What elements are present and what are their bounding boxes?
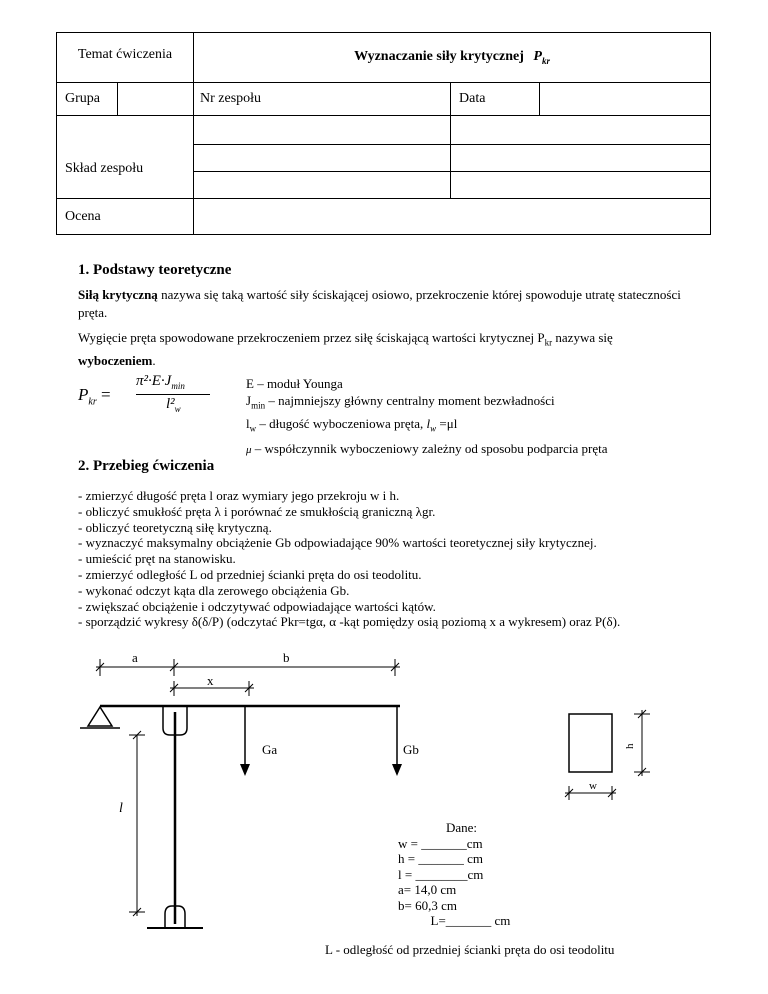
legend-l-extra-sub: w bbox=[430, 423, 437, 434]
label-x: x bbox=[207, 673, 214, 688]
page-title: Wyznaczanie siły krytycznej bbox=[354, 49, 524, 65]
label-w: w bbox=[589, 780, 597, 792]
legend-l-text: – długość wyboczeniowa pręta, bbox=[256, 415, 427, 431]
buckling-text: Wygięcie pręta spowodowane przekroczeniem przez siłę ściskającą wartości krytycznej P bbox=[78, 330, 545, 345]
given-heading: Dane: bbox=[446, 820, 478, 835]
list-item: - zmierzyć długość pręta l oraz wymiary jego przekroju w i h. bbox=[78, 488, 400, 503]
definition-bold: Siłą krytyczną bbox=[78, 287, 158, 302]
given-b: b= 60,3 cm bbox=[398, 897, 457, 913]
list-item: - obliczyć smukłość pręta λ i porównać ze smukłością graniczną λgr. bbox=[78, 503, 436, 519]
arrowhead-gb bbox=[392, 764, 402, 776]
buckling-rest: nazywa się bbox=[552, 330, 613, 345]
legend-l-sub: w bbox=[249, 423, 257, 434]
formula-lhs: P bbox=[78, 385, 89, 404]
title-symbol-sub: kr bbox=[541, 55, 550, 66]
buckling-bold: wyboczeniem bbox=[78, 352, 153, 368]
legend-l-sym: l bbox=[246, 415, 250, 431]
given-data bbox=[398, 820, 510, 929]
legend-mu-sym: μ bbox=[246, 444, 252, 457]
formula-lhs-sub: kr bbox=[88, 396, 97, 408]
formula-eq: = bbox=[100, 385, 111, 404]
formula-numerator: π²·E·J bbox=[136, 373, 172, 389]
list-item: - zmierzyć odległość L od przedniej ścianki pręta do osi teodolitu. bbox=[78, 566, 422, 582]
footer-note: L - odległość od przedniej ścianki pręta do osi teodolitu bbox=[325, 942, 615, 957]
arrowhead-ga bbox=[240, 764, 250, 776]
legend-j-sym: J bbox=[246, 393, 252, 408]
team-no-label: Nr zespołu bbox=[200, 91, 262, 106]
formula-denominator: l² bbox=[166, 396, 175, 412]
legend-j-sub: min bbox=[251, 400, 266, 411]
group-label: Grupa bbox=[65, 91, 100, 106]
date-label: Data bbox=[459, 91, 486, 106]
grade-label: Ocena bbox=[65, 208, 101, 224]
formula-num-sub: min bbox=[171, 381, 185, 391]
list-item: - wykonać odczyt kąta dla zerowego obciążenia Gb. bbox=[78, 582, 350, 598]
list-item: - obliczyć teoretyczną siłę krytyczną. bbox=[78, 519, 272, 535]
label-a: a bbox=[132, 650, 138, 665]
formula-den-sub: w bbox=[174, 404, 181, 414]
topic-label: Temat ćwiczenia bbox=[77, 47, 173, 62]
section1-heading: 1. Podstawy teoretyczne bbox=[78, 262, 232, 278]
legend-l-extra-rest: =μl bbox=[436, 415, 458, 431]
list-item: - wyznaczyć maksymalny obciążenie Gb odpowiadające 90% wartości teoretycznej siły krytycznej. bbox=[78, 535, 597, 551]
team-label: Skład zespołu bbox=[65, 161, 144, 176]
buckling-sub: kr bbox=[544, 337, 553, 348]
legend-mu-text: – współczynnik wyboczeniowy zależny od sposobu podparcia pręta bbox=[251, 441, 608, 457]
label-gb: Gb bbox=[403, 742, 419, 757]
cross-section bbox=[569, 714, 612, 772]
legend-j-text: – najmniejszy główny centralny moment bezwładności bbox=[265, 393, 555, 408]
buckling-end: . bbox=[152, 352, 156, 368]
given-h: h = _______ cm bbox=[398, 851, 483, 866]
list-item: - zwiększać obciążenie i odczytywać odpowiadające wartości kątów. bbox=[78, 598, 436, 614]
given-w: w = _______cm bbox=[398, 835, 483, 851]
given-l: l = ________cm bbox=[398, 866, 484, 882]
label-l: l bbox=[119, 801, 123, 816]
pin-support bbox=[88, 707, 112, 726]
title-symbol: P bbox=[533, 49, 542, 65]
label-ga: Ga bbox=[262, 742, 278, 757]
list-item: - umieścić pręt na stanowisku. bbox=[78, 551, 236, 567]
section2-heading: 2. Przebieg ćwiczenia bbox=[78, 458, 215, 474]
legend-l-extra: l bbox=[426, 415, 431, 431]
label-h: h bbox=[624, 743, 636, 749]
given-a: a= 14,0 cm bbox=[398, 882, 457, 897]
given-L: L=_______ cm bbox=[398, 913, 511, 928]
label-b: b bbox=[283, 650, 290, 665]
legend-e: E – moduł Younga bbox=[246, 376, 343, 391]
definition-rest: nazywa się taką wartość siły ściskającej osiowo, przekroczenie której spowoduje utratę stateczności pręta. bbox=[78, 287, 681, 320]
list-item: - sporządzić wykresy δ(δ/P) (odczytać Pkr=tgα, α -kąt pomiędzy osią poziomą x a wykresem) oraz P(δ). bbox=[78, 614, 621, 630]
